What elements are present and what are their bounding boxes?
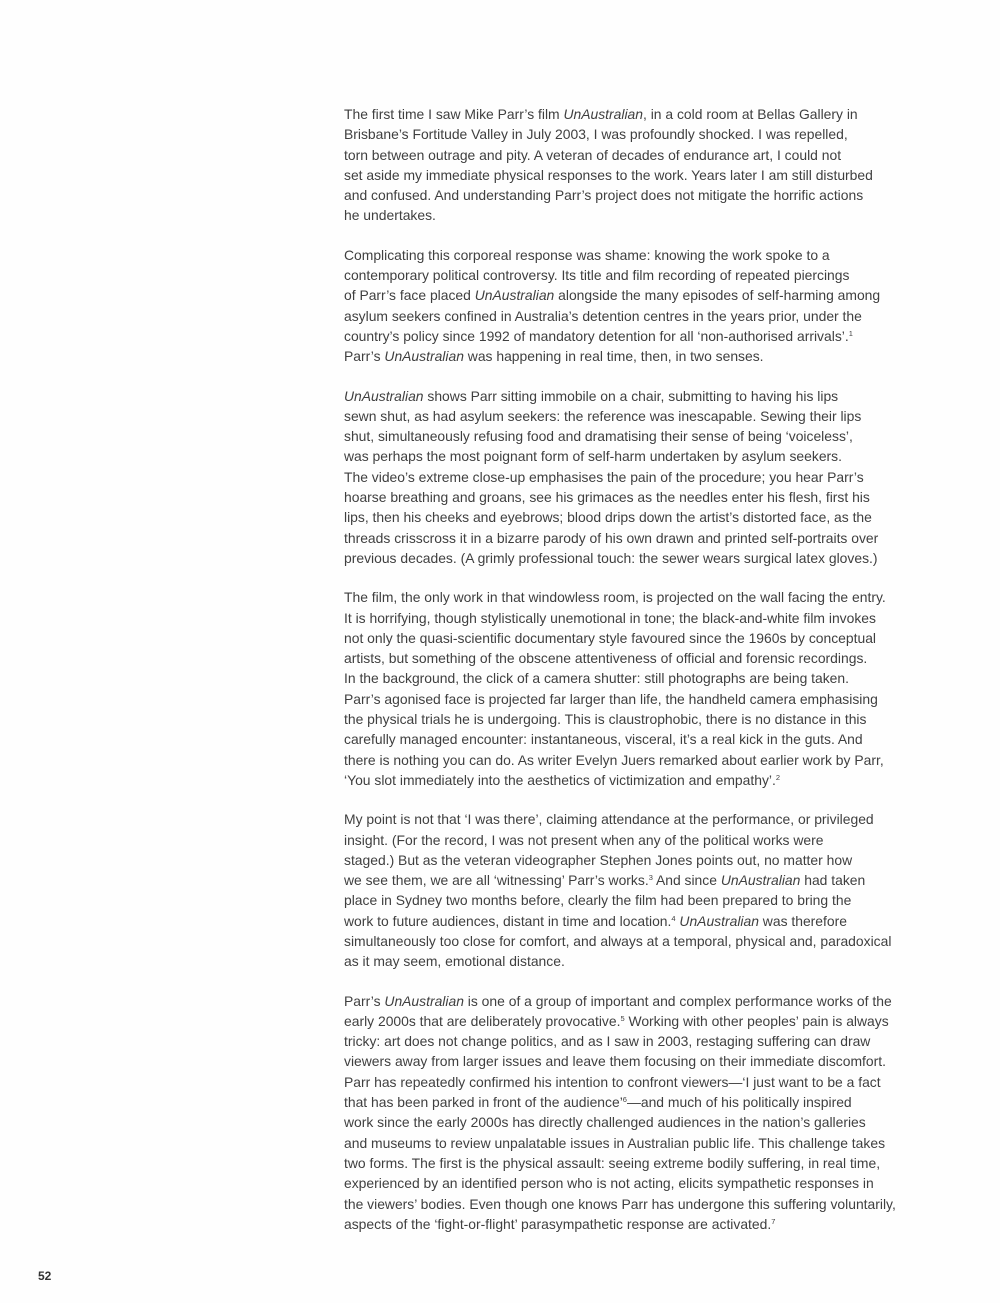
text-line (344, 850, 936, 870)
text-line (344, 1153, 936, 1173)
text-run: two forms. The first is the physical assault: seeing extreme bodily suffering, in real time, (344, 1154, 881, 1171)
text-run: And since (652, 872, 721, 889)
text-run: not only the quasi-scientific documentary style favoured since the 1960s by conceptual (344, 629, 877, 646)
text-line (344, 487, 936, 507)
text-line (344, 528, 936, 548)
text-line (344, 809, 936, 829)
text-run: —and much of his politically inspired (626, 1094, 852, 1111)
text-run: artists, but something of the obscene attentiveness of official and forensic recordings. (344, 650, 868, 667)
text-line (344, 870, 936, 890)
text-run: country’s policy since 1992 of mandatory detention for all ‘non-authorised arrivals’. (344, 327, 849, 344)
text-line (344, 467, 936, 487)
text-line (344, 587, 936, 607)
text-line (344, 245, 936, 265)
text-line (344, 890, 936, 910)
text-line (344, 386, 936, 406)
text-line (344, 205, 936, 225)
text-run: shut, simultaneously refusing food and dramatising their sense of being ‘voiceless’, (344, 428, 853, 445)
footnote-marker: 6 (622, 1095, 627, 1105)
text-run: he undertakes. (344, 207, 436, 224)
text-run: The video’s extreme close-up emphasises the pain of the procedure; you hear Parr’s (344, 468, 864, 485)
text-run: is one of a group of important and complex performance works of the (463, 992, 892, 1009)
text-run: lips, then his cheeks and eyebrows; blood drips down the artist’s distorted face, as the (344, 509, 872, 526)
text-run: contemporary political controversy. Its title and film recording of repeated piercings (344, 267, 850, 284)
paragraph (344, 587, 936, 790)
text-run: set aside my immediate physical responses to the work. Years later I am still disturbed (344, 166, 873, 183)
text-line (344, 709, 936, 729)
footnote-marker: 3 (648, 873, 653, 883)
footnote-marker: 5 (620, 1013, 625, 1023)
text-run: In the background, the click of a camera shutter: still photographs are being taken. (344, 670, 849, 687)
text-line (344, 1011, 936, 1031)
text-line (344, 931, 936, 951)
text-line (344, 104, 936, 124)
text-run: Parr has repeatedly confirmed his intention to confront viewers—‘I just want to be a fact (344, 1073, 881, 1090)
text-run: Parr’s agonised face is projected far larger than life, the handheld camera emphasising (344, 690, 878, 707)
text-run: there is nothing you can do. As writer Evelyn Juers remarked about earlier work by Parr, (344, 751, 884, 768)
footnote-marker: 4 (671, 913, 676, 923)
text-line (344, 1194, 936, 1214)
text-run: that has been parked in front of the audience’ (344, 1094, 623, 1111)
italic-title: UnAustralian (563, 106, 643, 122)
footnote-marker: 2 (775, 772, 781, 782)
text-run: staged.) But as the veteran videographer Stephen Jones points out, no matter how (344, 851, 853, 868)
text-run: place in Sydney two months before, clearly the film had been prepared to bring the (344, 892, 852, 909)
text-line (344, 1051, 936, 1071)
italic-title: UnAustralian (384, 992, 464, 1009)
text-run: sewn shut, as had asylum seekers: the reference was inescapable. Sewing their lips (344, 407, 862, 424)
text-line (344, 628, 936, 648)
text-run: torn between outrage and pity. A veteran of decades of endurance art, I could not (344, 146, 842, 163)
text-run: was therefore (758, 912, 847, 929)
text-run: as it may seem, emotional distance. (344, 953, 565, 970)
text-run: insight. (For the record, I was not present when any of the political works were (344, 831, 824, 848)
text-run: asylum seekers confined in Australia’s detention centres in the years prior, under the (344, 307, 862, 324)
text-run: shows Parr sitting immobile on a chair, submitting to having his lips (423, 387, 839, 404)
text-run: we see them, we are all ‘witnessing’ Parr’s works. (344, 872, 649, 889)
text-run: The first time I saw Mike Parr’s film (344, 106, 564, 122)
text-run: Parr’s (344, 348, 385, 365)
italic-title: UnAustralian (344, 387, 424, 404)
text-line (344, 446, 936, 466)
text-line (344, 185, 936, 205)
text-line (344, 648, 936, 668)
text-run: Parr’s (344, 992, 385, 1009)
text-run: Working with other peoples’ pain is always (624, 1012, 889, 1029)
footnote-marker: 1 (848, 328, 853, 338)
text-line (344, 750, 936, 770)
text-line (344, 124, 936, 144)
text-line (344, 770, 936, 790)
italic-title: UnAustralian (384, 348, 464, 365)
text-line (344, 285, 936, 305)
text-run: threads crisscross it in a bizarre parody of his own drawn and printed self-portraits over (344, 529, 879, 546)
text-line (344, 911, 936, 931)
text-run: It is horrifying, though stylistically unemotional in tone; the black-and-white film invokes (344, 609, 876, 626)
text-line (344, 608, 936, 628)
text-run: viewers away from larger issues and leave them focusing on their immediate discomfort. (344, 1053, 886, 1070)
text-run: carefully managed encounter: instantaneous, visceral, it’s a real kick in the guts. And (344, 731, 863, 748)
text-run: hoarse breathing and groans, see his grimaces as the needles enter his flesh, first his (344, 489, 870, 506)
text-line (344, 689, 936, 709)
text-run: My point is not that ‘I was there’, claiming attendance at the performance, or privileged (344, 811, 874, 828)
paragraph (344, 991, 936, 1235)
text-run: simultaneously too close for comfort, and always at a temporal, physical and, paradoxical (344, 932, 892, 949)
text-line (344, 1092, 936, 1112)
text-line (344, 306, 936, 326)
text-line (344, 830, 936, 850)
text-line (344, 729, 936, 749)
text-run: Complicating this corporeal response was shame: knowing the work spoke to a (344, 246, 830, 263)
paragraph (344, 245, 936, 367)
text-line (344, 165, 936, 185)
text-run: early 2000s that are deliberately provocative. (344, 1012, 621, 1029)
paragraph (344, 104, 936, 226)
text-line (344, 145, 936, 165)
text-run: and confused. And understanding Parr’s project does not mitigate the horrific actions (344, 187, 864, 204)
italic-title: UnAustralian (720, 872, 801, 889)
text-line (344, 326, 936, 346)
text-run: and museums to review unpalatable issues in Australian public life. This challenge takes (344, 1134, 886, 1151)
text-run: the viewers’ bodies. Even though one knows Parr has undergone this suffering voluntarily, (344, 1195, 896, 1212)
footnote-marker: 7 (771, 1216, 776, 1226)
text-run: the physical trials he is undergoing. This is claustrophobic, there is no distance in this (344, 711, 867, 728)
text-run: , in a cold room at Bellas Gallery in (643, 106, 858, 122)
text-line (344, 346, 936, 366)
text-run: experienced by an identified person who is not acting, elicits sympathetic responses in (344, 1175, 874, 1192)
text-line (344, 951, 936, 971)
text-run: ‘You slot immediately into the aesthetics of victimization and empathy’. (344, 771, 776, 788)
text-run: work since the early 2000s has directly challenged audiences in the nation’s galleries (344, 1114, 866, 1131)
text-line (344, 1173, 936, 1193)
text-run: previous decades. (A grimly professional touch: the sewer wears surgical latex gloves.) (344, 549, 878, 566)
paragraph (344, 809, 936, 971)
text-line (344, 507, 936, 527)
text-line (344, 1112, 936, 1132)
italic-title: UnAustralian (679, 912, 759, 929)
text-line (344, 668, 936, 688)
text-run: aspects of the ‘fight-or-flight’ parasympathetic response are activated. (344, 1215, 772, 1232)
text-run: had taken (800, 872, 866, 889)
text-line (344, 1031, 936, 1051)
paragraph (344, 386, 936, 569)
text-line (344, 265, 936, 285)
text-run: alongside the many episodes of self-harming among (554, 287, 881, 304)
page-number: 52 (38, 1269, 52, 1283)
text-run: was perhaps the most poignant form of self-harm undertaken by asylum seekers. (344, 448, 842, 465)
text-line (344, 406, 936, 426)
italic-title: UnAustralian (474, 287, 555, 304)
text-line (344, 426, 936, 446)
text-run: The film, the only work in that windowless room, is projected on the wall facing the entry. (344, 589, 886, 606)
text-line (344, 991, 936, 1011)
text-run: tricky: art does not change politics, and as I saw in 2003, restaging suffering can draw (344, 1033, 871, 1050)
text-run: work to future audiences, distant in time and location. (344, 912, 672, 929)
text-line (344, 1214, 936, 1234)
text-line (344, 1072, 936, 1092)
text-run: of Parr’s face placed (344, 287, 475, 304)
text-run: was happening in real time, then, in two senses. (463, 348, 764, 365)
text-run: Brisbane’s Fortitude Valley in July 2003, I was profoundly shocked. I was repelled, (344, 126, 848, 143)
text-line (344, 548, 936, 568)
text-line (344, 1133, 936, 1153)
article-body (344, 104, 936, 1253)
